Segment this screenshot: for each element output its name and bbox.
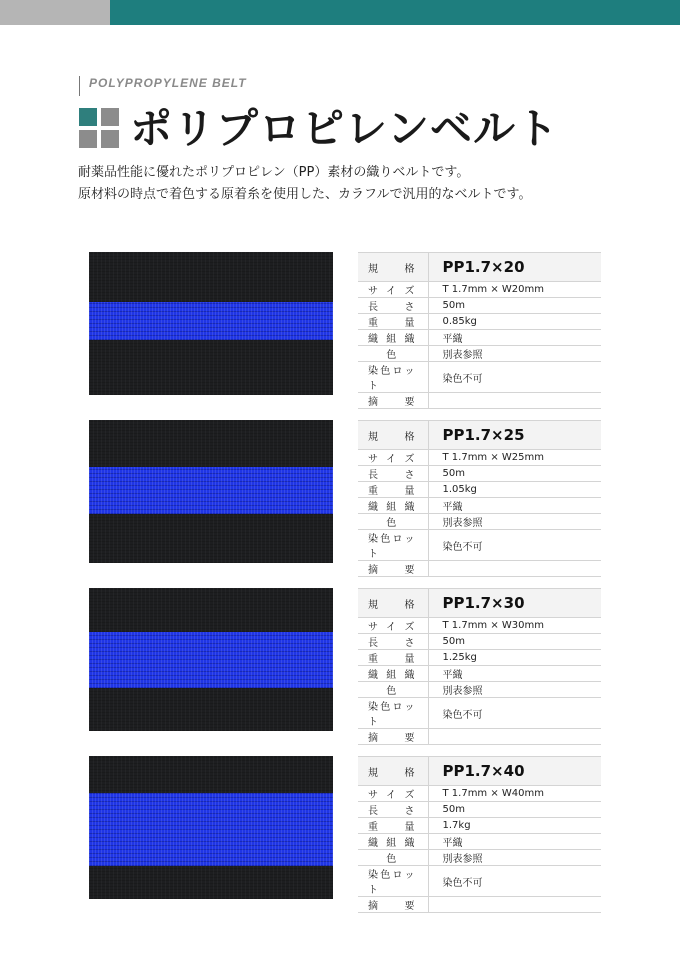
- weight-value: 0.85kg: [428, 314, 601, 330]
- page-title: ポリプロピレンベルト: [130, 104, 559, 153]
- weave-value: 平織: [428, 666, 601, 682]
- length-value: 50m: [428, 802, 601, 818]
- lot-label: 染色ロット: [358, 698, 428, 729]
- belt-strip: [89, 632, 333, 688]
- english-title: POLYPROPYLENE BELT: [89, 76, 247, 90]
- length-value: 50m: [428, 634, 601, 650]
- size-value: T 1.7mm × W40mm: [428, 786, 601, 802]
- color-label: 色: [358, 514, 428, 530]
- spec-table: [358, 588, 601, 745]
- product-name: PP1.7×25: [428, 421, 601, 450]
- length-label: 長さ: [358, 466, 428, 482]
- remarks-value: [428, 729, 601, 745]
- top-bar-teal: [110, 0, 680, 25]
- spec-label: 規格: [358, 421, 428, 450]
- color-label: 色: [358, 682, 428, 698]
- lot-value: 染色不可: [428, 866, 601, 897]
- weave-label: 織組織: [358, 330, 428, 346]
- size-value: T 1.7mm × W25mm: [428, 450, 601, 466]
- length-label: 長さ: [358, 298, 428, 314]
- weave-value: 平織: [428, 498, 601, 514]
- intro-text: [78, 162, 531, 206]
- weave-label: 織組織: [358, 498, 428, 514]
- lot-label: 染色ロット: [358, 866, 428, 897]
- belt-photo: [89, 756, 333, 899]
- belt-strip: [89, 467, 333, 514]
- product-block-4: [0, 756, 680, 912]
- logo-squares-icon: [79, 108, 119, 148]
- color-value: 別表参照: [428, 514, 601, 530]
- product-name: PP1.7×30: [428, 589, 601, 618]
- spec-table: [358, 420, 601, 577]
- top-bar-gray: [0, 0, 110, 25]
- spec-table: [358, 756, 601, 913]
- product-block-3: [0, 588, 680, 744]
- product-name: PP1.7×40: [428, 757, 601, 786]
- size-label: サイズ: [358, 282, 428, 298]
- remarks-label: 摘要: [358, 561, 428, 577]
- intro-line-1: 耐薬品性能に優れたポリプロピレン（PP）素材の織りベルトです。: [78, 165, 470, 180]
- remarks-value: [428, 897, 601, 913]
- size-label: サイズ: [358, 618, 428, 634]
- spec-label: 規格: [358, 589, 428, 618]
- weight-value: 1.05kg: [428, 482, 601, 498]
- size-value: T 1.7mm × W30mm: [428, 618, 601, 634]
- lot-label: 染色ロット: [358, 530, 428, 561]
- remarks-label: 摘要: [358, 393, 428, 409]
- product-name: PP1.7×20: [428, 253, 601, 282]
- spec-label: 規格: [358, 757, 428, 786]
- weight-value: 1.25kg: [428, 650, 601, 666]
- weave-value: 平織: [428, 330, 601, 346]
- color-label: 色: [358, 346, 428, 362]
- belt-photo: [89, 252, 333, 395]
- weight-label: 重量: [358, 314, 428, 330]
- length-label: 長さ: [358, 802, 428, 818]
- weight-value: 1.7kg: [428, 818, 601, 834]
- weight-label: 重量: [358, 482, 428, 498]
- belt-photo: [89, 588, 333, 731]
- size-value: T 1.7mm × W20mm: [428, 282, 601, 298]
- weave-label: 織組織: [358, 666, 428, 682]
- weave-label: 織組織: [358, 834, 428, 850]
- product-block-2: [0, 420, 680, 576]
- lot-value: 染色不可: [428, 698, 601, 729]
- intro-line-2: 原材料の時点で着色する原着糸を使用した、カラフルで汎用的なベルトです。: [78, 187, 532, 202]
- size-label: サイズ: [358, 450, 428, 466]
- remarks-label: 摘要: [358, 729, 428, 745]
- color-value: 別表参照: [428, 346, 601, 362]
- remarks-value: [428, 561, 601, 577]
- weight-label: 重量: [358, 650, 428, 666]
- lot-value: 染色不可: [428, 362, 601, 393]
- length-value: 50m: [428, 298, 601, 314]
- weave-value: 平織: [428, 834, 601, 850]
- spec-label: 規格: [358, 253, 428, 282]
- weight-label: 重量: [358, 818, 428, 834]
- color-value: 別表参照: [428, 682, 601, 698]
- size-label: サイズ: [358, 786, 428, 802]
- color-label: 色: [358, 850, 428, 866]
- lot-value: 染色不可: [428, 530, 601, 561]
- product-block-1: [0, 252, 680, 408]
- lot-label: 染色ロット: [358, 362, 428, 393]
- remarks-value: [428, 393, 601, 409]
- length-label: 長さ: [358, 634, 428, 650]
- length-value: 50m: [428, 466, 601, 482]
- color-value: 別表参照: [428, 850, 601, 866]
- spec-table: [358, 252, 601, 409]
- belt-strip: [89, 793, 333, 866]
- remarks-label: 摘要: [358, 897, 428, 913]
- belt-photo: [89, 420, 333, 563]
- belt-strip: [89, 302, 333, 340]
- title-divider: [79, 76, 80, 96]
